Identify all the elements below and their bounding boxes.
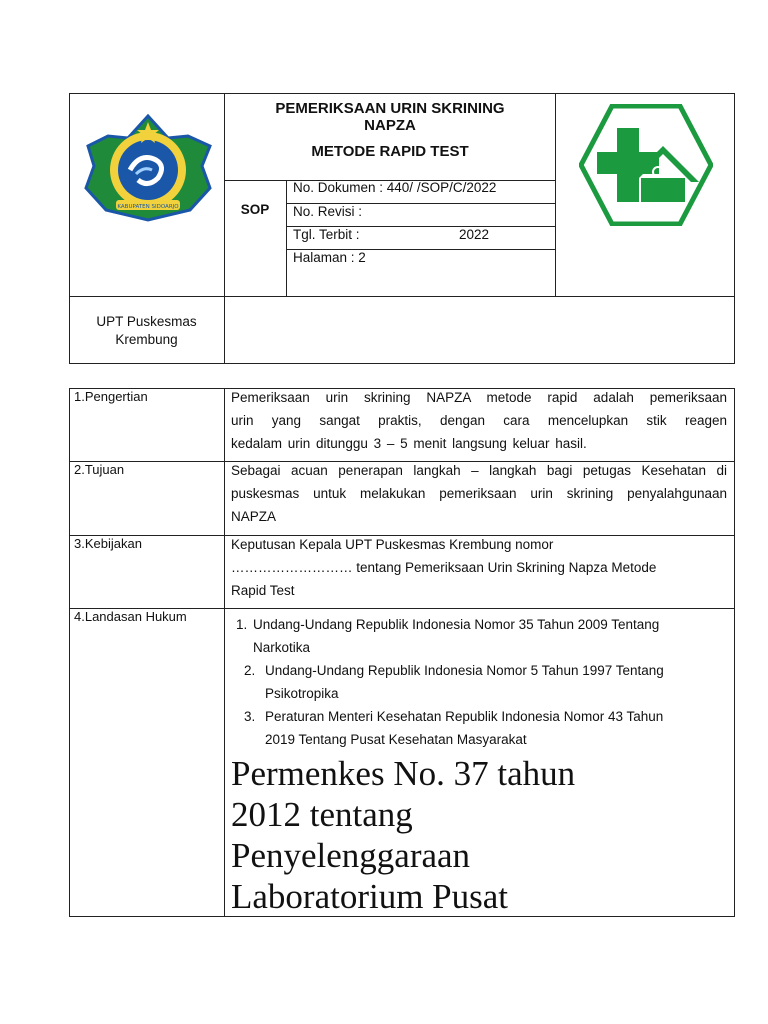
- header-mid-line: [69, 296, 735, 297]
- list-item: [236, 613, 726, 659]
- tujuan-line: NAPZA: [231, 509, 277, 524]
- large-line: Penyelenggaraan: [231, 836, 471, 875]
- table-border-left: [69, 388, 70, 917]
- list-item-line: 2019 Tentang Pusat Kesehatan Masyarakat: [265, 732, 527, 747]
- left-logo-text: KABUPATEN SIDOARJO: [117, 204, 179, 210]
- kebijakan-line: Rapid Test: [231, 583, 295, 598]
- list-item-line: Undang-Undang Republik Indonesia Nomor 35 Tahun 2009 Tentang: [253, 617, 660, 632]
- list-item-line: Psikotropika: [265, 686, 339, 701]
- label-tujuan: 2.Tujuan: [74, 462, 125, 477]
- header-border-right: [734, 93, 735, 364]
- pengertian-text: [231, 386, 727, 455]
- org-line-1: UPT Puskesmas: [96, 314, 197, 329]
- header-border-top: [69, 93, 735, 94]
- table-border-right: [734, 388, 735, 917]
- kabupaten-sidoarjo-logo: [78, 108, 218, 223]
- permenkes-large-text: [231, 753, 731, 917]
- list-item-line: Peraturan Menteri Kesehatan Republik Indonesia Nomor 43 Tahun: [265, 709, 664, 724]
- kebijakan-text: [231, 533, 727, 602]
- tujuan-text: [231, 459, 727, 528]
- list-item-number: 1.: [236, 617, 248, 632]
- title-line-1: PEMERIKSAAN URIN SKRINING: [275, 100, 505, 117]
- pengertian-line: kedalam urin ditunggu 3 – 5 menit langsung keluar hasil.: [231, 436, 587, 451]
- header-divider-sop: [286, 180, 287, 296]
- list-item-number: 2.: [244, 663, 256, 678]
- tgl-terbit-value: 2022: [459, 227, 490, 242]
- sop-label: SOP: [240, 202, 270, 217]
- large-line: 2012 tentang: [231, 795, 413, 834]
- pengertian-line: Pemeriksaan urin skrining NAPZA metode rapid adalah pemeriksaan: [231, 390, 727, 405]
- org-line-2: Krembung: [115, 332, 178, 347]
- label-kebijakan: 3.Kebijakan: [74, 536, 142, 551]
- landasan-list: [236, 613, 726, 751]
- list-item-line: Undang-Undang Republik Indonesia Nomor 5 Tahun 1997 Tentang: [265, 663, 664, 678]
- large-line: Laboratorium Pusat: [231, 877, 509, 916]
- tujuan-line: puskesmas untuk melakukan pemeriksaan urin skrining penyalahgunaan: [231, 486, 727, 501]
- table-column-divider: [224, 388, 225, 917]
- list-item-line: Narkotika: [253, 640, 311, 655]
- label-landasan-hukum: 4.Landasan Hukum: [74, 609, 187, 624]
- tujuan-line: Sebagai acuan penerapan langkah – langkah bagi petugas Kesehatan di: [231, 463, 727, 478]
- puskesmas-logo: [579, 104, 713, 226]
- tgl-terbit-label: Tgl. Terbit :: [293, 227, 360, 242]
- no-revisi: No. Revisi :: [293, 204, 363, 219]
- header-border-bottom: [69, 363, 735, 364]
- document-subtitle: METODE RAPID TEST: [311, 143, 469, 160]
- list-item-number: 3.: [244, 709, 256, 724]
- document-title: [224, 100, 556, 134]
- list-item: [236, 705, 726, 751]
- kebijakan-line: ……………………… tentang Pemeriksaan Urin Skrining Napza Metode: [231, 560, 657, 575]
- halaman: Halaman : 2: [293, 250, 366, 265]
- label-pengertian: 1.Pengertian: [74, 389, 148, 404]
- organization-name: [69, 313, 224, 349]
- large-line: Permenkes No. 37 tahun: [231, 754, 576, 793]
- title-line-2: NAPZA: [364, 117, 416, 134]
- pengertian-line: urin yang sangat praktis, dengan cara mencelupkan stik reagen: [231, 413, 727, 428]
- list-item: [236, 659, 726, 705]
- kebijakan-line: Keputusan Kepala UPT Puskesmas Krembung nomor: [231, 537, 554, 552]
- no-dokumen: No. Dokumen : 440/ /SOP/C/2022: [293, 180, 497, 195]
